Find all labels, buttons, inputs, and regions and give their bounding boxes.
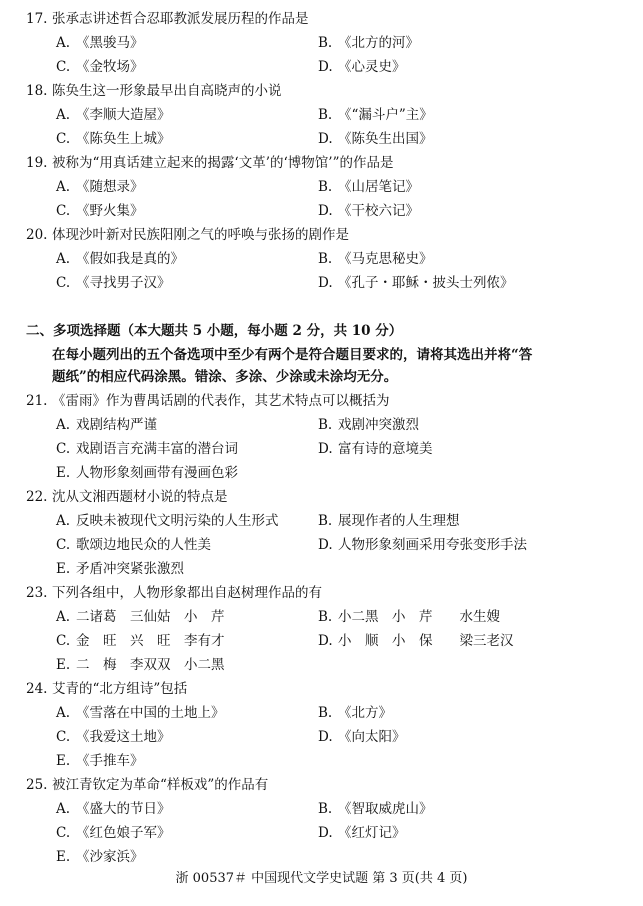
option-d: D. 《心灵史》 — [318, 59, 406, 75]
option-d: D. 富有诗的意境美 — [318, 441, 433, 457]
option-row — [0, 798, 643, 820]
option-row — [0, 558, 643, 580]
option-a: A. 《盛大的节日》 — [56, 801, 171, 817]
question-stem: 被江青钦定为革命“样板戏”的作品有 — [52, 777, 269, 793]
option-row — [0, 414, 643, 436]
option-b: B. 《北方的河》 — [318, 35, 419, 51]
option-c: C. 《陈奂生上城》 — [56, 131, 171, 147]
option-a: A. 《假如我是真的》 — [56, 251, 184, 267]
option-c: C. 戏剧语言充满丰富的潜台词 — [56, 441, 238, 457]
option-c: C. 《野火集》 — [56, 203, 144, 219]
option-a: A. 二诸葛 三仙姑 小 芹 — [56, 609, 225, 625]
option-e: E. 人物形象刻画带有漫画色彩 — [56, 465, 238, 481]
option-row — [0, 438, 643, 460]
option-d: D. 《向太阳》 — [318, 729, 406, 745]
question-20 — [0, 224, 643, 246]
option-c: C. 金 旺 兴 旺 李有才 — [56, 633, 225, 649]
option-c: C. 《红色娘子军》 — [56, 825, 171, 841]
option-b: B. 展现作者的人生理想 — [318, 513, 460, 529]
option-row — [0, 56, 643, 78]
option-d: D. 《孔子・耶稣・披头士列侬》 — [318, 275, 514, 291]
option-b: B. 《北方》 — [318, 705, 392, 721]
section-instruction: 在每小题列出的五个备选项中至少有两个是符合题目要求的，请将其选出并将“答 — [52, 347, 533, 363]
question-21 — [0, 390, 643, 412]
section-heading — [0, 320, 643, 342]
option-row — [0, 510, 643, 532]
option-b: B. 《智取威虎山》 — [318, 801, 433, 817]
page-footer: 浙 00537＃ 中国现代文学史试题 第 3 页(共 4 页) — [175, 871, 468, 886]
option-row — [0, 726, 643, 748]
option-c: C. 《金牧场》 — [56, 59, 144, 75]
option-row — [0, 104, 643, 126]
option-row — [0, 200, 643, 222]
option-row — [0, 534, 643, 556]
option-row — [0, 846, 643, 868]
option-a: A. 《随想录》 — [56, 179, 144, 195]
question-18 — [0, 80, 643, 102]
option-row — [0, 272, 643, 294]
option-row — [0, 248, 643, 270]
option-row — [0, 176, 643, 198]
option-row — [0, 606, 643, 628]
question-25 — [0, 774, 643, 796]
option-d: D. 小 顺 小 保 梁三老汉 — [318, 633, 514, 649]
option-a: A. 《雪落在中国的土地上》 — [56, 705, 225, 721]
option-row — [0, 750, 643, 772]
option-b: B. 《马克思秘史》 — [318, 251, 433, 267]
question-24 — [0, 678, 643, 700]
question-stem: 艾青的“北方组诗”包括 — [52, 681, 188, 697]
question-number: 24. — [26, 681, 48, 697]
question-number: 23. — [26, 585, 48, 601]
option-a: A. 《李顺大造屋》 — [56, 107, 171, 123]
option-c: C. 《寻找男子汉》 — [56, 275, 171, 291]
question-17 — [0, 8, 643, 30]
option-e: E. 矛盾冲突紧张激烈 — [56, 561, 184, 577]
option-row — [0, 822, 643, 844]
section-title: 二、多项选择题（本大题共 5 小题，每小题 2 分，共 10 分） — [26, 323, 403, 339]
option-row — [0, 462, 643, 484]
question-19 — [0, 152, 643, 174]
question-22 — [0, 486, 643, 508]
option-row — [0, 32, 643, 54]
question-number: 21. — [26, 393, 48, 409]
question-stem: 陈奂生这一形象最早出自高晓声的小说 — [52, 83, 282, 99]
option-d: D. 《干校六记》 — [318, 203, 419, 219]
question-23 — [0, 582, 643, 604]
option-a: A. 戏剧结构严谨 — [56, 417, 157, 433]
option-e: E. 二 梅 李双双 小二黑 — [56, 657, 225, 673]
option-e: E. 《沙家浜》 — [56, 849, 144, 865]
question-stem: 《雷雨》作为曹禺话剧的代表作，其艺术特点可以概括为 — [52, 393, 390, 409]
option-b: B. 戏剧冲突激烈 — [318, 417, 419, 433]
question-number: 20. — [26, 227, 48, 243]
option-d: D. 《陈奂生出国》 — [318, 131, 433, 147]
question-stem: 被称为“用真话建立起来的揭露‘文革’的‘博物馆’”的作品是 — [52, 155, 394, 171]
question-number: 25. — [26, 777, 48, 793]
question-stem: 下列各组中，人物形象都出自赵树理作品的有 — [52, 585, 322, 601]
option-row — [0, 630, 643, 652]
option-c: C. 歌颂边地民众的人性美 — [56, 537, 211, 553]
option-a: A. 《黑骏马》 — [56, 35, 144, 51]
option-row — [0, 702, 643, 724]
question-number: 18. — [26, 83, 48, 99]
option-a: A. 反映未被现代文明污染的人生形式 — [56, 513, 279, 529]
option-b: B. 《山居笔记》 — [318, 179, 419, 195]
option-row — [0, 654, 643, 676]
option-b: B. 《“漏斗户”主》 — [318, 107, 433, 123]
question-stem: 沈从文湘西题材小说的特点是 — [52, 489, 228, 505]
question-number: 22. — [26, 489, 48, 505]
question-stem: 体现沙叶新对民族阳刚之气的呼唤与张扬的剧作是 — [52, 227, 349, 243]
option-e: E. 《手推车》 — [56, 753, 144, 769]
question-number: 19. — [26, 155, 48, 171]
section-instruction: 题纸”的相应代码涂黑。错涂、多涂、少涂或未涂均无分。 — [52, 369, 398, 385]
option-b: B. 小二黑 小 芹 水生嫂 — [318, 609, 500, 625]
option-d: D. 《红灯记》 — [318, 825, 406, 841]
question-number: 17. — [26, 11, 48, 27]
option-row — [0, 128, 643, 150]
question-stem: 张承志讲述哲合忍耶教派发展历程的作品是 — [52, 11, 309, 27]
option-c: C. 《我爱这土地》 — [56, 729, 171, 745]
option-d: D. 人物形象刻画采用夸张变形手法 — [318, 537, 527, 553]
